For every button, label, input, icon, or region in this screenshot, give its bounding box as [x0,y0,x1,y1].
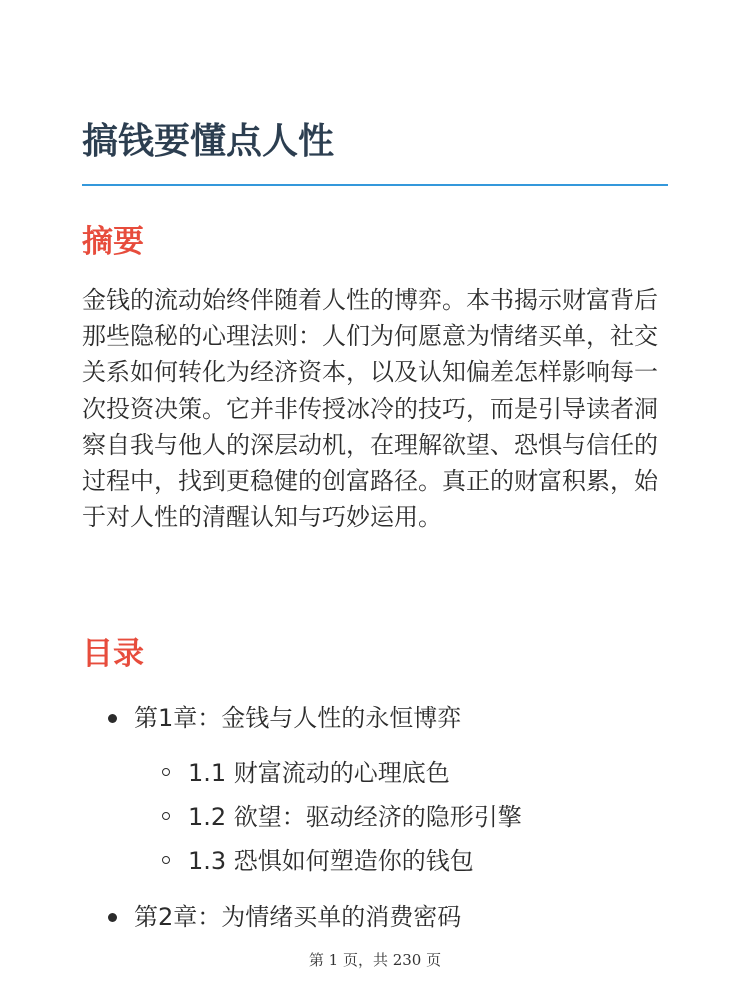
toc-section-label: 1.3 恐惧如何塑造你的钱包 [188,847,474,875]
document-page [82,0,668,1000]
toc-chapter-label: 第1章：金钱与人性的永恒博弈 [134,704,462,732]
disc-bullet-icon [108,913,117,922]
document-title: 搞钱要懂点人性 [82,121,335,162]
abstract-text: 金钱的流动始终伴随着人性的博弈。本书揭示财富背后那些隐秘的心理法则：人们为何愿意为情绪买单，社交关系如何转化为经济资本，以及认知偏差怎样影响每一次投资决策。它并非传授冰冷的技巧，而是引导读者洞察自我与他人的深层动机，在理解欲望、恐惧与信任的过程中，找到更稳健的创富路径。真正的财富积累，始于对人性的清醒认知与巧妙运用。 [82,286,658,532]
page-number-footer: 第 1 页，共 230 页 [308,951,442,969]
circle-bullet-icon [162,768,170,776]
circle-bullet-icon [162,812,170,820]
disc-bullet-icon [108,714,117,723]
toc-chapter-label: 第2章：为情绪买单的消费密码 [134,903,462,931]
title-divider [82,184,668,186]
toc-section-label: 1.2 欲望：驱动经济的隐形引擎 [188,803,522,831]
toc-section-label: 1.1 财富流动的心理底色 [188,759,450,787]
circle-bullet-icon [162,856,170,864]
abstract-heading: 摘要 [82,224,144,260]
toc-heading: 目录 [82,636,144,672]
